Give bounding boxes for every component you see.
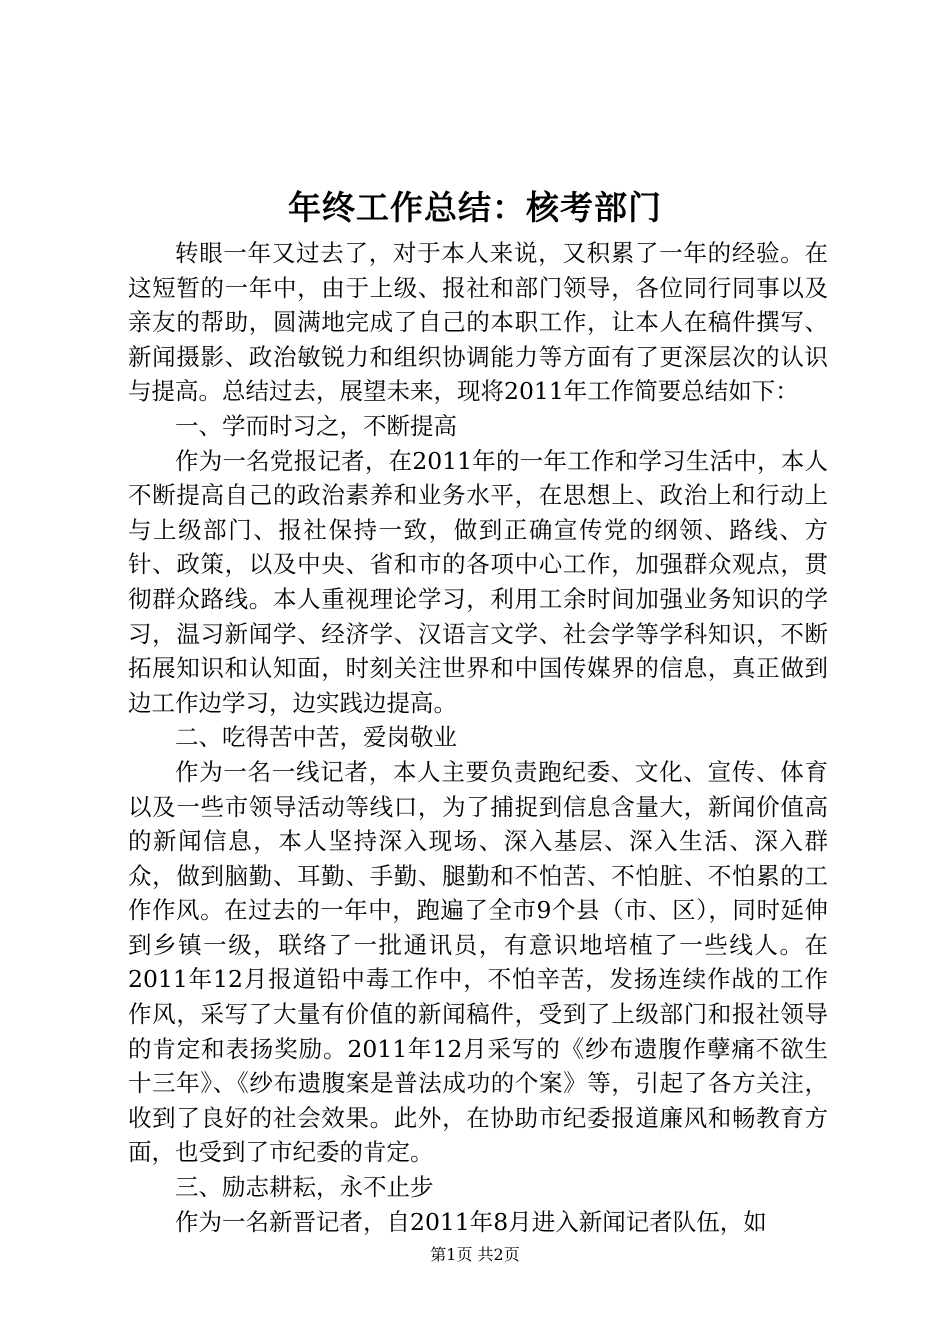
page-footer: 第1页 共2页 — [430, 1245, 520, 1264]
section-heading-1: 一、学而时习之，不断提高 — [175, 411, 457, 440]
paragraph-section-2: 作为一名一线记者，本人主要负责跑纪委、文化、宣传、体育以及一些市领导活动等线口，为了捕捉到信息含量大，新闻价值高的新闻信息，本人坚持深入现场、深入基层、深入生活、深入群众，做到脑勤、耳勤、手勤、腿勤和不怕苦、不怕脏、不怕累的工作作风。在过去的一年中，跑遍了全市9个县（市、区），同时延伸到乡镇一级，联络了一批通讯员，有意识地培植了一些线人。在2011年12月报道铅中毒工作中，不怕辛苦，发扬连续作战的工作作风，采写了大量有价值的新闻稿件，受到了上级部门和报社领导的肯定和表扬奖励。2011年12月采写的《纱布遗腹作孽痛不欲生十三年》、《纱布遗腹案是普法成功的个案》等，引起了各方关注，收到了良好的社会效果。此外，在协助市纪委报道廉风和畅教育方面，也受到了市纪委的肯定。 — [128, 757, 828, 1167]
paragraph-intro: 转眼一年又过去了，对于本人来说，又积累了一年的经验。在这短暂的一年中，由于上级、报社和部门领导，各位同行同事以及亲友的帮助，圆满地完成了自己的本职工作，让本人在稿件撰写、新闻摄影、政治敏锐力和组织协调能力等方面有了更深层次的认识与提高。总结过去，展望未来，现将2011年工作简要总结如下： — [128, 239, 828, 406]
paragraph-section-1: 作为一名党报记者，在2011年的一年工作和学习生活中，本人不断提高自己的政治素养和业务水平，在思想上、政治上和行动上与上级部门、报社保持一致，做到正确宣传党的纲领、路线、方针、政策，以及中央、省和市的各项中心工作，加强群众观点，贯彻群众路线。本人重视理论学习，利用工余时间加强业务知识的学习，温习新闻学、经济学、汉语言文学、社会学等学科知识，不断拓展知识和认知面，时刻关注世界和中国传媒界的信息，真正做到边工作边学习，边实践边提高。 — [128, 446, 828, 717]
document-body — [128, 236, 828, 1239]
page-title: 年终工作总结：核考部门 — [288, 188, 662, 227]
section-heading-2: 二、吃得苦中苦，爱岗敬业 — [175, 723, 457, 752]
paragraph-section-3: 作为一名新晋记者，自2011年8月进入新闻记者队伍，如 — [175, 1207, 767, 1236]
section-heading-3: 三、励志耕耘，永不止步 — [175, 1173, 434, 1202]
